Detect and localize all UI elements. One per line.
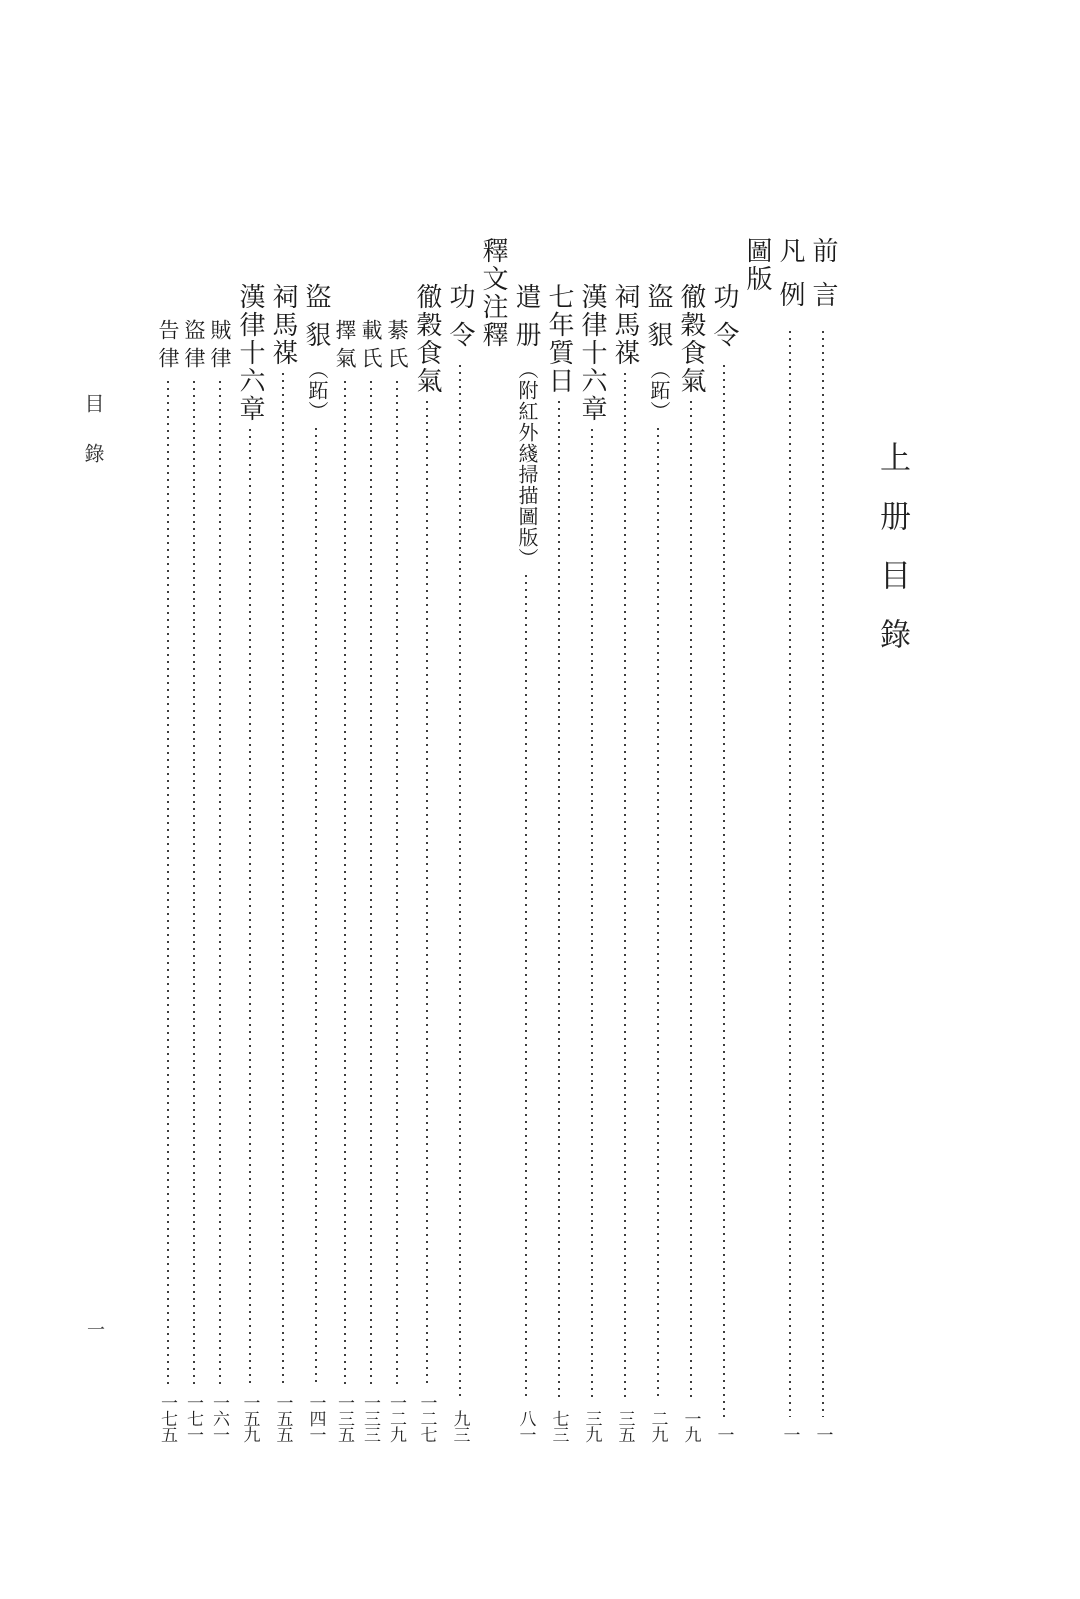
toc-entry — [157, 237, 178, 1442]
entry-page-number: 三九 — [582, 1410, 602, 1442]
leader-dots — [459, 365, 461, 1401]
leader-dots — [822, 331, 824, 1417]
entry-title — [183, 319, 204, 375]
toc-entry — [810, 237, 836, 1442]
entry-title — [678, 283, 704, 395]
folio-page-number: 一 — [85, 1320, 105, 1338]
leader-dots — [344, 381, 346, 1385]
entry-title-text: 賊律 — [208, 319, 232, 375]
entry-page-number: 一二九 — [387, 1394, 406, 1442]
entry-title — [386, 319, 407, 375]
toc-entry — [546, 237, 572, 1442]
entry-title — [414, 283, 440, 395]
entry-page-number: 一 — [780, 1426, 800, 1442]
entry-title — [480, 237, 506, 349]
leader-dots — [282, 373, 284, 1385]
toc-entry — [579, 237, 605, 1442]
entry-title — [157, 319, 178, 375]
entry-title-text: 盜貇 — [302, 283, 331, 359]
leader-dots — [690, 401, 692, 1401]
entry-page-number: 一三三 — [361, 1394, 380, 1442]
entry-page-number: 七三 — [549, 1410, 569, 1442]
entry-title — [447, 283, 473, 359]
entry-page-number: 九三 — [450, 1410, 470, 1442]
entry-title-text: 告律 — [156, 319, 180, 375]
entry-title — [360, 319, 381, 375]
leader-dots — [789, 331, 791, 1417]
entry-title — [777, 237, 803, 325]
entry-title — [612, 283, 638, 367]
toc-entry — [237, 237, 263, 1442]
entry-title — [711, 283, 737, 359]
leader-dots — [426, 401, 428, 1385]
entry-title-text: 載氏 — [359, 319, 383, 375]
entry-title-text: 擇氣 — [333, 319, 357, 375]
leader-dots — [624, 373, 626, 1401]
entry-page-number: 一二七 — [417, 1394, 437, 1442]
leader-dots — [396, 381, 398, 1385]
entry-title — [334, 319, 355, 375]
entry-page-number: 一六一 — [210, 1394, 229, 1442]
toc-entry — [334, 237, 355, 1442]
toc-entry — [447, 237, 473, 1442]
entry-title-text: 前言 — [809, 237, 838, 325]
entry-title — [546, 283, 572, 395]
entry-title-text: 綦氏 — [385, 319, 409, 375]
toc-entry — [183, 237, 204, 1442]
toc-entry — [209, 237, 230, 1442]
leader-dots — [723, 365, 725, 1417]
entry-title-text: 凡例 — [776, 237, 805, 325]
margin-label: 目錄 — [81, 393, 103, 493]
leader-dots — [558, 401, 560, 1401]
toc-entry — [386, 237, 407, 1442]
entry-title-text: 徹穀食氣 — [413, 283, 442, 395]
entry-title — [303, 283, 329, 422]
entry-title — [270, 283, 296, 367]
entry-title-text: 盜律 — [182, 319, 206, 375]
leader-dots — [525, 575, 527, 1401]
entry-page-number: 三五 — [615, 1410, 635, 1442]
leader-dots — [370, 381, 372, 1385]
entry-note: （跖） — [305, 359, 327, 422]
leader-dots — [591, 429, 593, 1401]
entry-title — [513, 283, 539, 569]
toc-entry — [678, 237, 704, 1442]
entry-title-text: 盜貇 — [644, 283, 673, 359]
entry-page-number: 二九 — [648, 1410, 668, 1442]
entry-page-number: 一五九 — [240, 1394, 260, 1442]
entry-title-text: 功令 — [710, 283, 739, 359]
entry-title-text: 七年質日 — [545, 283, 574, 395]
entry-title — [645, 283, 671, 422]
entry-title-text: 祠馬禖 — [611, 283, 640, 367]
entry-page-number: 八一 — [516, 1410, 536, 1442]
entry-title — [237, 283, 263, 423]
toc-entry — [777, 237, 803, 1442]
leader-dots — [219, 381, 221, 1385]
entry-title-text: 遣册 — [512, 283, 541, 359]
entry-title — [810, 237, 836, 325]
entry-title-text: 祠馬禖 — [269, 283, 298, 367]
entry-title-text: 徹穀食氣 — [677, 283, 706, 395]
toc-entry — [414, 237, 440, 1442]
entry-page-number: 一 — [813, 1426, 833, 1442]
entry-title-text: 釋文注釋 — [479, 237, 508, 349]
entry-page-number: 一五五 — [273, 1394, 293, 1442]
toc-entry — [513, 237, 539, 1442]
leader-dots — [657, 428, 659, 1401]
leader-dots — [193, 381, 195, 1385]
toc-entry — [744, 237, 770, 1442]
entry-title — [209, 319, 230, 375]
toc-entry — [270, 237, 296, 1442]
toc-entry — [711, 237, 737, 1442]
entry-title — [744, 237, 770, 293]
toc-entry — [645, 237, 671, 1442]
toc-entry — [360, 237, 381, 1442]
toc-entry — [612, 237, 638, 1442]
entry-title-text: 漢律十六章 — [578, 283, 607, 423]
entry-title-text: 漢律十六章 — [236, 283, 265, 423]
entry-page-number: 一九 — [681, 1410, 701, 1442]
toc-list — [152, 237, 836, 1442]
toc-entry — [303, 237, 329, 1442]
entry-note: （附紅外綫掃描圖版） — [515, 359, 537, 569]
entry-note: （跖） — [647, 359, 669, 422]
entry-page-number: 一七五 — [158, 1394, 177, 1442]
entry-title-text: 圖版 — [743, 237, 772, 293]
entry-title-text: 功令 — [446, 283, 475, 359]
entry-page-number: 一 — [714, 1426, 734, 1442]
volume-title: 上册目錄 — [875, 441, 910, 677]
leader-dots — [249, 429, 251, 1385]
entry-page-number: 一四一 — [306, 1394, 326, 1442]
entry-title — [579, 283, 605, 423]
entry-page-number: 一七一 — [184, 1394, 203, 1442]
toc-entry — [480, 237, 506, 1442]
leader-dots — [315, 428, 317, 1385]
entry-page-number: 一三五 — [335, 1394, 354, 1442]
leader-dots — [167, 381, 169, 1385]
